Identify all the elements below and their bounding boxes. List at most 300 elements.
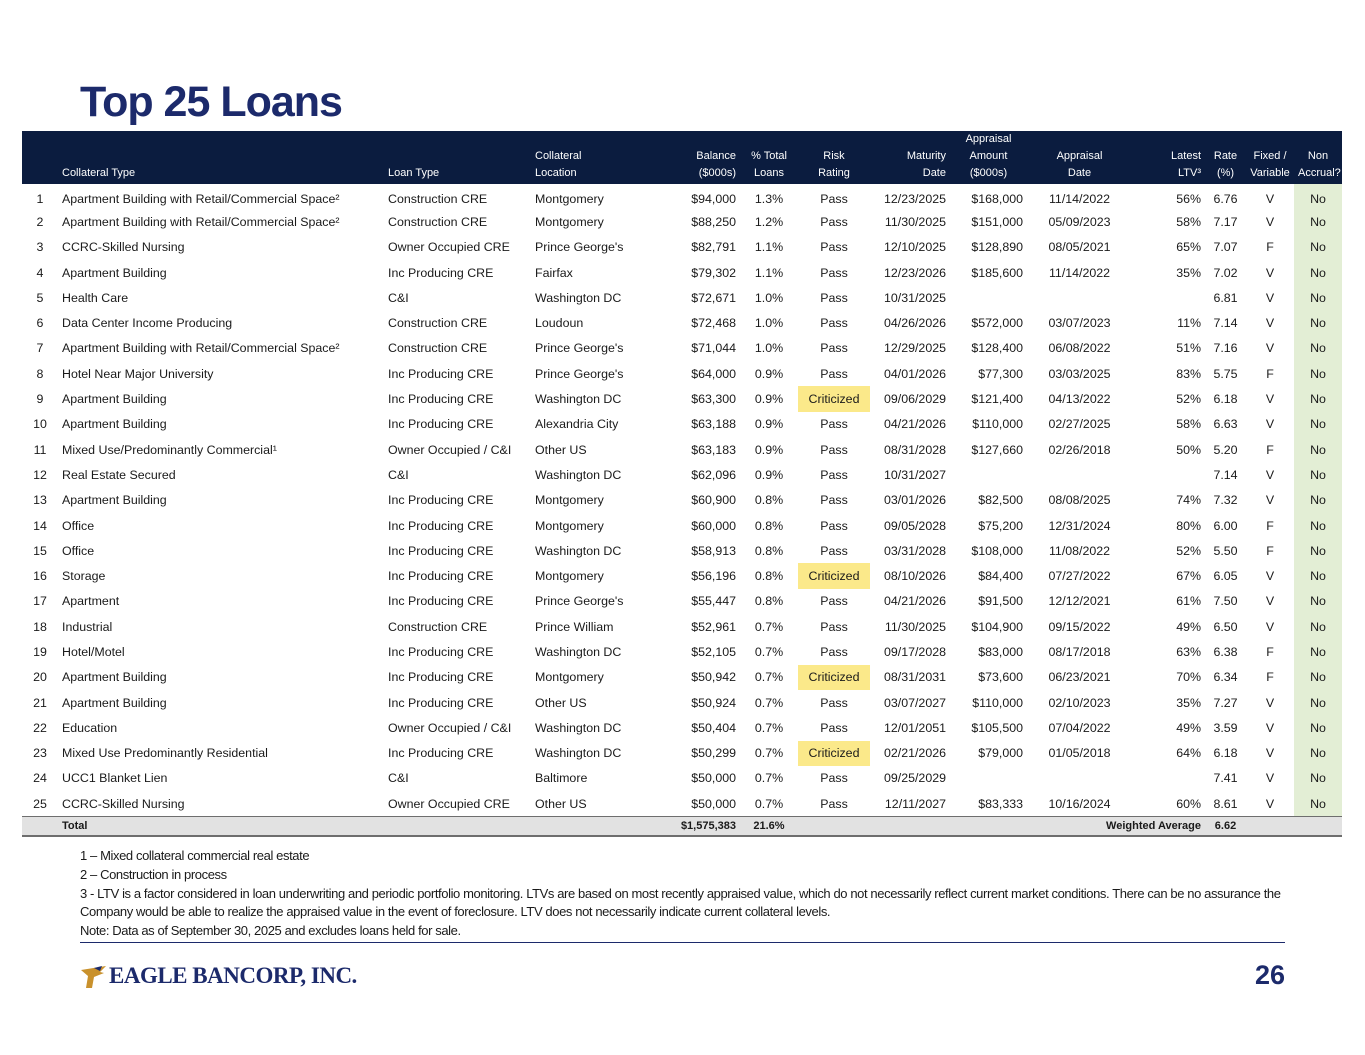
ltv-cell xyxy=(1132,462,1205,487)
rate-cell: 7.07 xyxy=(1213,240,1238,255)
col-header-location xyxy=(531,131,656,184)
collateral-type-cell: Apartment Building with Retail/Commercial Space² xyxy=(62,214,340,229)
collateral-type-cell: UCC1 Blanket Lien xyxy=(62,771,168,786)
fixed-variable-cell: V xyxy=(1265,796,1275,811)
collateral-type-cell: Data Center Income Producing xyxy=(62,316,233,331)
rate-cell: 7.50 xyxy=(1213,594,1238,609)
non-accrual-cell: No xyxy=(1294,741,1342,766)
loan-type-cell: Inc Producing CRE xyxy=(388,265,494,280)
loan-type-cell: Owner Occupied / C&I xyxy=(388,720,512,735)
collateral-type-cell: Apartment Building xyxy=(62,265,167,280)
pct-total-cell: 0.7% xyxy=(754,720,784,735)
ltv-cell: 35% xyxy=(1176,695,1201,710)
appraisal-date-cell: 08/17/2018 xyxy=(1048,644,1111,659)
loan-type-cell: Inc Producing CRE xyxy=(388,594,494,609)
table-row xyxy=(22,260,1342,285)
location-cell: Prince George's xyxy=(535,341,624,356)
table-row xyxy=(22,437,1342,462)
appraisal-date-cell: 07/27/2022 xyxy=(1048,569,1111,584)
rate-cell: 5.50 xyxy=(1213,543,1238,558)
fixed-variable-cell: F xyxy=(1266,442,1274,457)
col-header-non-accrual xyxy=(1294,131,1342,184)
row-number: 11 xyxy=(33,442,47,457)
loan-type-cell: Inc Producing CRE xyxy=(388,417,494,432)
non-accrual-cell: No xyxy=(1294,209,1342,234)
total-spacer xyxy=(798,816,870,836)
collateral-type-cell: Health Care xyxy=(62,290,129,305)
fixed-variable-cell: V xyxy=(1265,192,1275,207)
pct-total-cell: 1.1% xyxy=(754,240,784,255)
pct-total-cell: 0.9% xyxy=(754,392,784,407)
location-cell: Washington DC xyxy=(535,543,622,558)
pct-total-cell: 1.3% xyxy=(754,192,784,207)
rate-cell: 6.50 xyxy=(1213,619,1238,634)
row-number: 21 xyxy=(33,695,47,710)
row-number: 3 xyxy=(36,240,44,255)
fixed-variable-cell: V xyxy=(1265,695,1275,710)
footnote-1: 1 – Mixed collateral commercial real estate xyxy=(80,848,310,863)
total-spacer xyxy=(384,816,531,836)
row-number: 18 xyxy=(33,619,47,634)
col-header-balance xyxy=(656,131,740,184)
row-number: 13 xyxy=(33,493,47,508)
ltv-cell: 52% xyxy=(1176,392,1201,407)
balance-cell: $50,299 xyxy=(691,746,736,761)
fixed-variable-cell: V xyxy=(1265,467,1275,482)
risk-rating-cell: Criticized xyxy=(798,386,870,411)
ltv-cell: 58% xyxy=(1176,214,1201,229)
non-accrual-cell: No xyxy=(1294,589,1342,614)
fixed-variable-cell: F xyxy=(1266,543,1274,558)
weighted-average-rate: 6.62 xyxy=(1205,816,1246,836)
ltv-cell: 52% xyxy=(1176,543,1201,558)
maturity-date-cell: 12/11/2027 xyxy=(884,796,946,811)
row-number: 5 xyxy=(36,290,44,305)
appraisal-date-cell xyxy=(1027,462,1132,487)
footnote-2: 2 – Construction in process xyxy=(80,866,227,882)
appraisal-date-cell: 11/14/2022 xyxy=(1048,192,1111,207)
maturity-date-cell: 04/21/2026 xyxy=(883,594,946,609)
risk-rating-cell: Pass xyxy=(820,543,848,558)
collateral-type-cell: Mixed Use Predominantly Residential xyxy=(62,746,268,761)
balance-cell: $56,196 xyxy=(691,569,736,584)
appraisal-amount-cell: $110,000 xyxy=(972,417,1023,432)
table-row xyxy=(22,336,1342,361)
maturity-date-cell: 08/31/2028 xyxy=(883,442,946,457)
location-cell: Washington DC xyxy=(535,644,622,659)
rate-cell: 5.20 xyxy=(1213,442,1238,457)
eagle-bancorp-logo xyxy=(80,962,357,989)
ltv-cell: 61% xyxy=(1176,594,1201,609)
header-label: Appraisal xyxy=(965,133,1012,145)
fixed-variable-cell: V xyxy=(1265,290,1275,305)
rate-cell: 7.41 xyxy=(1213,771,1238,786)
appraisal-date-cell: 08/08/2025 xyxy=(1048,493,1111,508)
rate-cell: 6.63 xyxy=(1213,417,1238,432)
fixed-variable-cell: V xyxy=(1265,316,1275,331)
col-header-risk-rating xyxy=(798,131,870,184)
fixed-variable-cell: V xyxy=(1265,720,1275,735)
rate-cell: 3.59 xyxy=(1213,720,1238,735)
maturity-date-cell: 12/23/2025 xyxy=(883,192,946,207)
appraisal-date-cell: 01/05/2018 xyxy=(1048,746,1111,761)
maturity-date-cell: 03/31/2028 xyxy=(883,543,946,558)
ltv-cell: 51% xyxy=(1176,341,1201,356)
row-number: 24 xyxy=(33,771,47,786)
loan-type-cell: Owner Occupied CRE xyxy=(388,796,510,811)
non-accrual-cell: No xyxy=(1294,690,1342,715)
total-spacer xyxy=(1246,816,1294,836)
maturity-date-cell: 10/31/2025 xyxy=(883,290,946,305)
row-number: 6 xyxy=(36,316,44,331)
pct-total-cell: 0.9% xyxy=(754,442,784,457)
pct-total-cell: 0.8% xyxy=(754,594,784,609)
maturity-date-cell: 04/21/2026 xyxy=(883,417,946,432)
balance-cell: $60,000 xyxy=(691,518,736,533)
risk-rating-cell: Criticized xyxy=(798,563,870,588)
fixed-variable-cell: V xyxy=(1265,569,1275,584)
col-header-appraisal-date xyxy=(1027,131,1132,184)
table-row xyxy=(22,791,1342,816)
appraisal-date-cell: 07/04/2022 xyxy=(1048,720,1111,735)
appraisal-date-cell xyxy=(1027,285,1132,310)
rate-cell: 5.75 xyxy=(1213,366,1238,381)
appraisal-amount-cell: $73,600 xyxy=(978,670,1023,685)
maturity-date-cell: 11/30/2025 xyxy=(884,214,946,229)
maturity-date-cell: 04/26/2026 xyxy=(883,316,946,331)
risk-rating-cell: Pass xyxy=(820,594,848,609)
appraisal-amount-cell xyxy=(950,462,1027,487)
row-number: 4 xyxy=(36,265,44,280)
row-number: 15 xyxy=(33,543,47,558)
balance-cell: $64,000 xyxy=(691,366,736,381)
non-accrual-cell: No xyxy=(1294,488,1342,513)
risk-rating-cell: Pass xyxy=(820,518,848,533)
col-header-fixed-variable xyxy=(1246,131,1294,184)
non-accrual-cell: No xyxy=(1294,563,1342,588)
balance-cell: $72,468 xyxy=(691,316,736,331)
balance-cell: $58,913 xyxy=(691,543,736,558)
loan-type-cell: Inc Producing CRE xyxy=(388,366,494,381)
non-accrual-cell: No xyxy=(1294,184,1342,209)
maturity-date-cell: 12/01/2051 xyxy=(883,720,946,735)
risk-rating-cell: Criticized xyxy=(798,665,870,690)
appraisal-date-cell: 02/27/2025 xyxy=(1048,417,1111,432)
location-cell: Loudoun xyxy=(535,316,584,331)
appraisal-amount-cell xyxy=(950,285,1027,310)
risk-rating-cell: Pass xyxy=(820,316,848,331)
pct-total-cell: 0.8% xyxy=(754,543,784,558)
col-header-appraisal-amount xyxy=(950,131,1027,184)
table-row xyxy=(22,235,1342,260)
appraisal-amount-cell: $127,660 xyxy=(971,442,1023,457)
rate-cell: 7.32 xyxy=(1213,493,1238,508)
balance-cell: $50,404 xyxy=(691,720,736,735)
header-label: Balance xyxy=(696,150,736,162)
risk-rating-cell: Pass xyxy=(820,290,848,305)
loan-type-cell: Inc Producing CRE xyxy=(388,493,494,508)
pct-total-cell: 1.0% xyxy=(754,341,784,356)
header-label: Variable xyxy=(1250,167,1290,179)
total-spacer xyxy=(870,816,950,836)
pct-total-cell: 0.8% xyxy=(754,569,784,584)
total-spacer xyxy=(531,816,656,836)
appraisal-amount-cell: $104,900 xyxy=(971,619,1023,634)
appraisal-amount-cell: $121,400 xyxy=(971,392,1023,407)
non-accrual-cell: No xyxy=(1294,665,1342,690)
collateral-type-cell: Apartment Building with Retail/Commercial Space² xyxy=(62,192,340,207)
maturity-date-cell: 03/07/2027 xyxy=(883,695,946,710)
col-header-ltv xyxy=(1132,131,1205,184)
location-cell: Montgomery xyxy=(535,493,604,508)
row-number: 12 xyxy=(33,467,47,482)
total-row xyxy=(22,816,1342,836)
location-cell: Montgomery xyxy=(535,214,604,229)
ltv-cell: 11% xyxy=(1177,316,1201,331)
location-cell: Washington DC xyxy=(535,746,622,761)
balance-cell: $63,300 xyxy=(691,392,736,407)
location-cell: Baltimore xyxy=(535,771,588,786)
balance-cell: $55,447 xyxy=(691,594,736,609)
pct-total-cell: 0.7% xyxy=(754,644,784,659)
loan-type-cell: C&I xyxy=(388,771,409,786)
table-body xyxy=(22,184,1342,816)
appraisal-date-cell: 02/26/2018 xyxy=(1048,442,1111,457)
maturity-date-cell: 12/29/2025 xyxy=(883,341,946,356)
table-row xyxy=(22,563,1342,588)
table-row xyxy=(22,766,1342,791)
maturity-date-cell: 09/05/2028 xyxy=(883,518,946,533)
table-row xyxy=(22,184,1342,209)
rate-cell: 7.16 xyxy=(1213,341,1238,356)
col-header-number xyxy=(22,131,58,184)
collateral-type-cell: Apartment Building xyxy=(62,493,167,508)
collateral-type-cell: Hotel Near Major University xyxy=(62,366,214,381)
appraisal-date-cell: 11/08/2022 xyxy=(1048,543,1111,558)
col-header-maturity xyxy=(870,131,950,184)
ltv-cell: 49% xyxy=(1176,720,1201,735)
maturity-date-cell: 09/17/2028 xyxy=(883,644,946,659)
risk-rating-cell: Pass xyxy=(820,366,848,381)
table-row xyxy=(22,285,1342,310)
table-row xyxy=(22,538,1342,563)
table-row xyxy=(22,614,1342,639)
rate-cell: 6.05 xyxy=(1213,569,1238,584)
location-cell: Washington DC xyxy=(535,467,622,482)
rate-cell: 8.61 xyxy=(1213,796,1238,811)
pct-total-cell: 0.7% xyxy=(754,771,784,786)
balance-cell: $79,302 xyxy=(691,265,736,280)
fixed-variable-cell: V xyxy=(1265,265,1275,280)
risk-rating-cell: Pass xyxy=(820,467,848,482)
collateral-type-cell: Real Estate Secured xyxy=(62,467,176,482)
header-label: Fixed / xyxy=(1253,150,1287,162)
total-label: Total xyxy=(58,816,384,836)
eagle-icon xyxy=(80,962,107,989)
non-accrual-cell: No xyxy=(1294,538,1342,563)
table-row xyxy=(22,209,1342,234)
table-row xyxy=(22,310,1342,335)
non-accrual-cell: No xyxy=(1294,361,1342,386)
collateral-type-cell: Apartment Building xyxy=(62,392,167,407)
location-cell: Prince George's xyxy=(535,240,624,255)
ltv-cell xyxy=(1132,766,1205,791)
rate-cell: 6.00 xyxy=(1213,518,1238,533)
appraisal-amount-cell: $572,000 xyxy=(971,316,1023,331)
row-number: 20 xyxy=(33,670,47,685)
loan-type-cell: Construction CRE xyxy=(388,192,488,207)
rate-cell: 7.02 xyxy=(1213,265,1238,280)
location-cell: Alexandria City xyxy=(535,417,619,432)
row-number: 10 xyxy=(33,417,47,432)
balance-cell: $60,900 xyxy=(691,493,736,508)
rate-cell: 6.81 xyxy=(1213,290,1238,305)
loan-type-cell: Construction CRE xyxy=(388,316,488,331)
maturity-date-cell: 09/06/2029 xyxy=(883,392,946,407)
appraisal-amount-cell: $91,500 xyxy=(978,594,1023,609)
table-row xyxy=(22,462,1342,487)
non-accrual-cell: No xyxy=(1294,639,1342,664)
location-cell: Fairfax xyxy=(535,265,573,280)
pct-total-cell: 0.8% xyxy=(754,518,784,533)
maturity-date-cell: 09/25/2029 xyxy=(883,771,946,786)
location-cell: Montgomery xyxy=(535,569,604,584)
maturity-date-cell: 03/01/2026 xyxy=(883,493,946,508)
maturity-date-cell: 08/10/2026 xyxy=(883,569,946,584)
header-label: Latest xyxy=(1171,150,1201,162)
col-header-collateral-type xyxy=(58,131,384,184)
loan-type-cell: C&I xyxy=(388,467,409,482)
collateral-type-cell: Apartment Building xyxy=(62,695,167,710)
footnote-3: 3 - LTV is a factor considered in loan underwriting and periodic portfolio monitoring. LTVs are based on most recently appraised value, which do not necessarily reflect current market conditions. There can be no assurance the Company would be able to realize the appraised value in the event of foreclosure. LTV does not necessarily indicate current collateral levels. xyxy=(80,885,1281,920)
balance-cell: $62,096 xyxy=(691,467,736,482)
appraisal-date-cell: 08/05/2021 xyxy=(1048,240,1111,255)
location-cell: Other US xyxy=(535,796,587,811)
fixed-variable-cell: V xyxy=(1265,771,1275,786)
ltv-cell: 63% xyxy=(1176,644,1201,659)
balance-cell: $71,044 xyxy=(691,341,736,356)
balance-cell: $52,105 xyxy=(691,644,736,659)
risk-rating-cell: Pass xyxy=(820,265,848,280)
col-header-rate xyxy=(1205,131,1246,184)
rate-cell: 6.34 xyxy=(1213,670,1238,685)
appraisal-date-cell: 12/12/2021 xyxy=(1048,594,1111,609)
fixed-variable-cell: F xyxy=(1266,644,1274,659)
risk-rating-cell: Pass xyxy=(820,240,848,255)
non-accrual-cell: No xyxy=(1294,260,1342,285)
ltv-cell: 83% xyxy=(1176,366,1201,381)
appraisal-date-cell: 05/09/2023 xyxy=(1048,214,1111,229)
ltv-cell: 60% xyxy=(1176,796,1201,811)
header-label: Accrual? xyxy=(1298,167,1341,179)
balance-cell: $88,250 xyxy=(691,214,736,229)
ltv-cell: 58% xyxy=(1176,417,1201,432)
loan-type-cell: Owner Occupied CRE xyxy=(388,240,510,255)
loan-type-cell: Inc Producing CRE xyxy=(388,392,494,407)
balance-cell: $50,000 xyxy=(691,796,736,811)
maturity-date-cell: 10/31/2027 xyxy=(883,467,946,482)
risk-rating-cell: Pass xyxy=(820,493,848,508)
footer-divider xyxy=(80,942,1285,943)
table-header xyxy=(22,131,1342,184)
header-label: ($000s) xyxy=(698,167,736,179)
appraisal-date-cell: 12/31/2024 xyxy=(1048,518,1111,533)
header-label: Collateral xyxy=(535,150,582,162)
table-row xyxy=(22,690,1342,715)
row-number: 22 xyxy=(33,720,47,735)
header-label: Loans xyxy=(754,167,784,179)
maturity-date-cell: 02/21/2026 xyxy=(883,746,946,761)
non-accrual-cell: No xyxy=(1294,386,1342,411)
loan-type-cell: Owner Occupied / C&I xyxy=(388,442,512,457)
pct-total-cell: 0.7% xyxy=(754,619,784,634)
appraisal-amount-cell: $105,500 xyxy=(971,720,1023,735)
appraisal-date-cell xyxy=(1027,766,1132,791)
location-cell: Montgomery xyxy=(535,192,604,207)
loan-type-cell: C&I xyxy=(388,290,409,305)
non-accrual-cell: No xyxy=(1294,715,1342,740)
page-title: Top 25 Loans xyxy=(80,78,342,126)
appraisal-date-cell: 03/07/2023 xyxy=(1048,316,1111,331)
total-spacer xyxy=(1294,816,1342,836)
fixed-variable-cell: V xyxy=(1265,746,1275,761)
risk-rating-cell: Pass xyxy=(820,442,848,457)
table-row xyxy=(22,412,1342,437)
ltv-cell: 35% xyxy=(1176,265,1201,280)
maturity-date-cell: 12/10/2025 xyxy=(883,240,946,255)
risk-rating-cell: Pass xyxy=(820,695,848,710)
pct-total-cell: 1.0% xyxy=(754,290,784,305)
loan-type-cell: Inc Producing CRE xyxy=(388,644,494,659)
non-accrual-cell: No xyxy=(1294,462,1342,487)
maturity-date-cell: 08/31/2031 xyxy=(883,670,946,685)
collateral-type-cell: Storage xyxy=(62,569,106,584)
pct-total-cell: 0.9% xyxy=(754,366,784,381)
ltv-cell: 74% xyxy=(1176,493,1201,508)
logo-wordmark: EAGLE BANCORP, INC. xyxy=(109,962,357,988)
non-accrual-cell: No xyxy=(1294,437,1342,462)
location-cell: Washington DC xyxy=(535,720,622,735)
pct-total-cell: 0.7% xyxy=(754,695,784,710)
header-label: Date xyxy=(1067,167,1092,179)
loan-type-cell: Inc Producing CRE xyxy=(388,670,494,685)
fixed-variable-cell: F xyxy=(1266,670,1274,685)
row-number: 19 xyxy=(33,644,47,659)
loan-type-cell: Inc Producing CRE xyxy=(388,543,494,558)
collateral-type-cell: Apartment xyxy=(62,594,120,609)
collateral-type-cell: CCRC-Skilled Nursing xyxy=(62,796,185,811)
loan-type-cell: Construction CRE xyxy=(388,214,488,229)
row-number: 16 xyxy=(33,569,47,584)
non-accrual-cell: No xyxy=(1294,614,1342,639)
weighted-average-label: Weighted Average xyxy=(1027,816,1205,836)
location-cell: Prince William xyxy=(535,619,614,634)
footnotes xyxy=(80,847,1285,941)
rate-cell: 6.38 xyxy=(1213,644,1238,659)
table-row xyxy=(22,513,1342,538)
table-row xyxy=(22,361,1342,386)
ltv-cell: 50% xyxy=(1176,442,1201,457)
appraisal-amount-cell: $168,000 xyxy=(971,192,1023,207)
ltv-cell xyxy=(1132,285,1205,310)
row-number: 25 xyxy=(33,796,47,811)
fixed-variable-cell: F xyxy=(1266,518,1274,533)
appraisal-date-cell: 04/13/2022 xyxy=(1048,392,1111,407)
maturity-date-cell: 12/23/2026 xyxy=(883,265,946,280)
header-label: % Total xyxy=(751,150,787,162)
risk-rating-cell: Pass xyxy=(820,214,848,229)
appraisal-date-cell: 11/14/2022 xyxy=(1048,265,1111,280)
